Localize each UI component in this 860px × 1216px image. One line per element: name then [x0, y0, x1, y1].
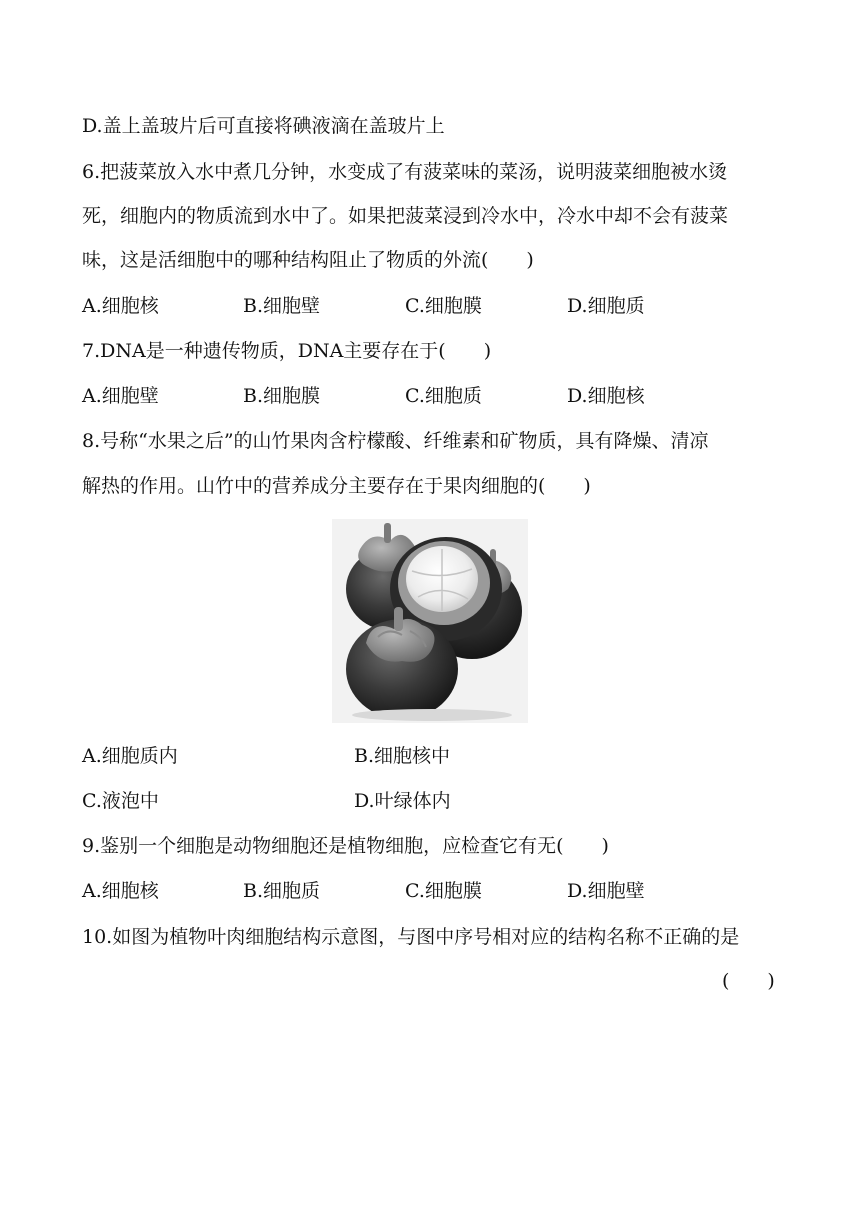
q5-option-d: D.盖上盖玻片后可直接将碘液滴在盖玻片上: [82, 115, 445, 137]
q10-stem: 10.如图为植物叶肉细胞结构示意图，与图中序号相对应的结构名称不正确的是: [82, 926, 740, 948]
q8-option-d: D.叶绿体内: [354, 790, 451, 812]
q6-option-d: D.细胞质: [567, 295, 645, 317]
q7-option-c: C.细胞质: [405, 385, 482, 407]
q7-option-a: A.细胞壁: [82, 385, 159, 407]
q7-option-b: B.细胞膜: [243, 385, 321, 407]
q8-option-a: A.细胞质内: [82, 745, 178, 767]
q9-stem: 9.鉴别一个细胞是动物细胞还是植物细胞，应检查它有无( ): [82, 835, 609, 857]
q6-stem-line-2: 死，细胞内的物质流到水中了。如果把菠菜浸到冷水中，冷水中却不会有菠菜: [82, 205, 729, 227]
q8-stem-line-1: 8.号称“水果之后”的山竹果肉含柠檬酸、纤维素和矿物质，具有降燥、清凉: [82, 430, 709, 452]
q6-option-c: C.细胞膜: [405, 295, 482, 317]
q6-option-a: A.细胞核: [82, 295, 159, 317]
q9-option-d: D.细胞壁: [567, 880, 645, 902]
q8-stem-line-2: 解热的作用。山竹中的营养成分主要存在于果肉细胞的( ): [82, 475, 591, 497]
q10-answer-paren: ( ): [722, 970, 775, 992]
q7-stem: 7.DNA是一种遗传物质，DNA主要存在于( ): [82, 340, 492, 362]
q9-option-b: B.细胞质: [243, 880, 321, 902]
q8-option-c: C.液泡中: [82, 790, 159, 812]
mangosteen-photo: [332, 519, 528, 723]
q6-option-b: B.细胞壁: [243, 295, 321, 317]
q6-stem-line-3: 味，这是活细胞中的哪种结构阻止了物质的外流( ): [82, 249, 534, 271]
q8-option-b: B.细胞核中: [354, 745, 451, 767]
q6-stem-line-1: 6.把菠菜放入水中煮几分钟，水变成了有菠菜味的菜汤，说明菠菜细胞被水烫: [82, 161, 728, 183]
q7-option-d: D.细胞核: [567, 385, 645, 407]
q9-option-a: A.细胞核: [82, 880, 159, 902]
q9-option-c: C.细胞膜: [405, 880, 482, 902]
